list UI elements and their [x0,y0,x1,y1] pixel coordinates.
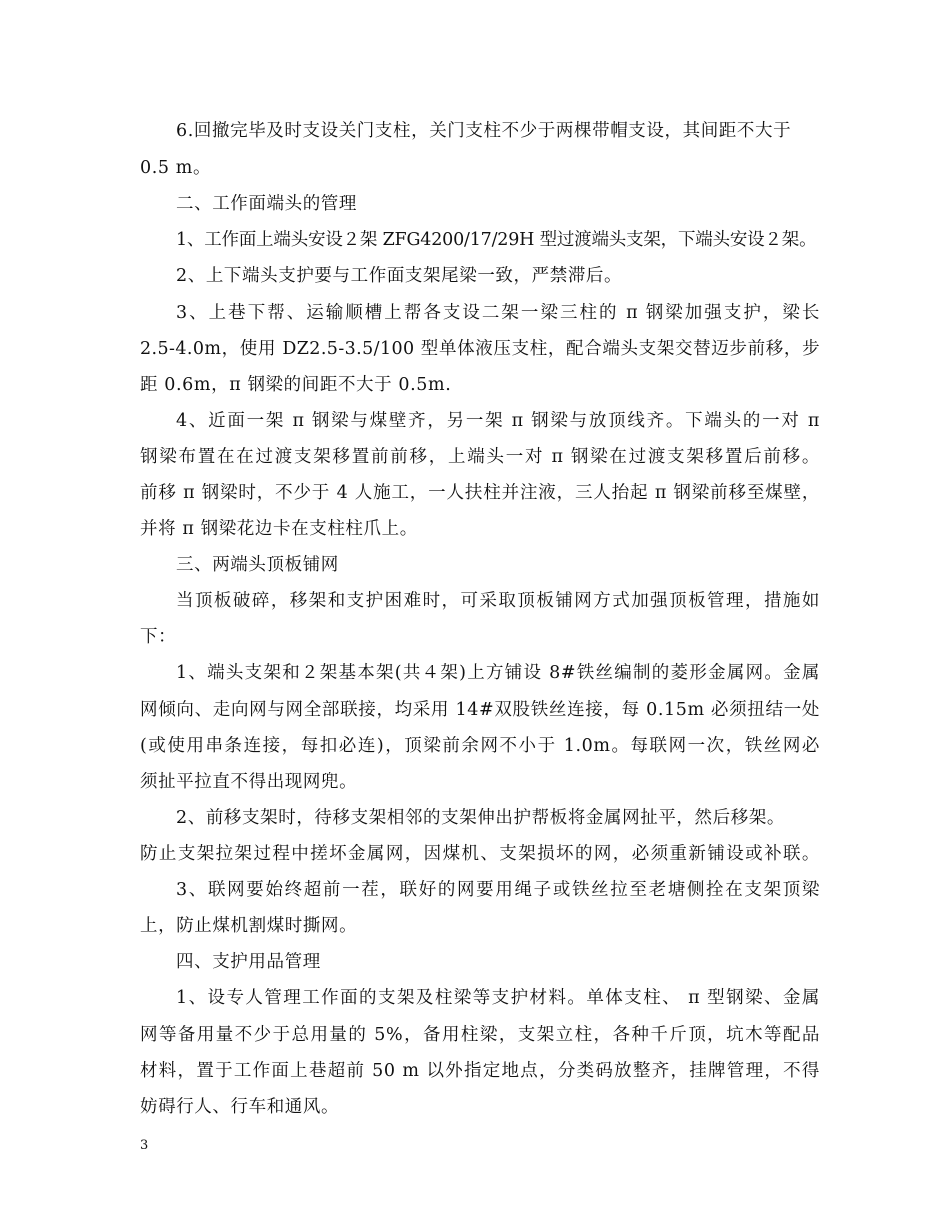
page-number: 3 [140,1138,149,1153]
text-line: 4、近面一架 π 钢梁与煤壁齐，另一架 π 钢梁与放顶线齐。下端头的一对 π [176,411,820,431]
text-line: 须扯平拉直不得出现网兜。 [140,772,358,792]
text-line: 距 0.6m，π 钢梁的间距不大于 0.5m. [140,375,452,395]
text-line: 3、上巷下帮、运输顺槽上帮各支设二架一梁三柱的 π 钢梁加强支护，梁长 [176,303,820,323]
text-line: 1、工作面上端头安设２架 ZFG4200/17/29H 型过渡端头支架，下端头安设２架。 [176,230,817,250]
text-line: (或使用串条连接，每扣必连)，顶梁前余网不小于 1.0m。每联网一次，铁丝网必 [140,736,820,756]
text-line: 1、设专人管理工作面的支架及柱梁等支护材料。单体支柱、 π 型钢梁、金属 [176,988,820,1008]
text-line: 下： [140,627,177,647]
text-line: 网等备用量不少于总用量的 5%，备用柱梁，支架立柱，各种千斤顶，坑木等配品 [140,1025,820,1045]
text-line: 0.5 m。 [140,158,212,178]
text-line: 3、联网要始终超前一茬，联好的网要用绳子或铁丝拉至老塘侧拴在支架顶梁 [176,880,820,900]
text-line: 上，防止煤机割煤时撕网。 [140,916,358,936]
section-heading: 三、两端头顶板铺网 [176,555,339,575]
text-line: 材料，置于工作面上巷超前 50 m 以外指定地点，分类码放整齐，挂牌管理，不得 [140,1061,820,1081]
text-line: 2.5-4.0m，使用 DZ2.5-3.5/100 型单体液压支柱，配合端头支架交替迈步前移，步 [140,339,820,359]
text-line: 当顶板破碎，移架和支护困难时，可采取顶板铺网方式加强顶板管理，措施如 [176,591,820,611]
text-line: 钢梁布置在在过渡支架移置前前移，上端头一对 π 钢梁在过渡支架移置后前移。 [140,447,820,467]
text-line: 并将 π 钢梁花边卡在支柱柱爪上。 [140,519,418,539]
text-line: 前移 π 钢梁时，不少于 4 人施工，一人扶柱并注液，三人抬起 π 钢梁前移至煤壁， [140,483,820,503]
text-line: 6.回撤完毕及时支设关门支柱，关门支柱不少于两棵带帽支设，其间距不大于 [176,121,792,141]
section-heading: 二、工作面端头的管理 [176,194,357,214]
text-line: 1、端头支架和２架基本架(共４架)上方铺设 8#铁丝编制的菱形金属网。金属 [176,663,820,683]
section-heading: 四、支护用品管理 [176,952,321,972]
text-line: 妨碍行人、行车和通风。 [140,1097,340,1117]
text-line: 2、前移支架时，待移支架相邻的支架伸出护帮板将金属网扯平，然后移架。 [176,808,786,828]
text-line: 防止支架拉架过程中搓坏金属网，因煤机、支架损坏的网，必须重新铺设或补联。 [140,844,820,864]
text-line: 2、上下端头支护要与工作面支架尾梁一致，严禁滞后。 [176,266,623,286]
text-line: 网倾向、走向网与网全部联接，均采用 14#双股铁丝连接，每 0.15m 必须扭结一处 [140,700,820,720]
